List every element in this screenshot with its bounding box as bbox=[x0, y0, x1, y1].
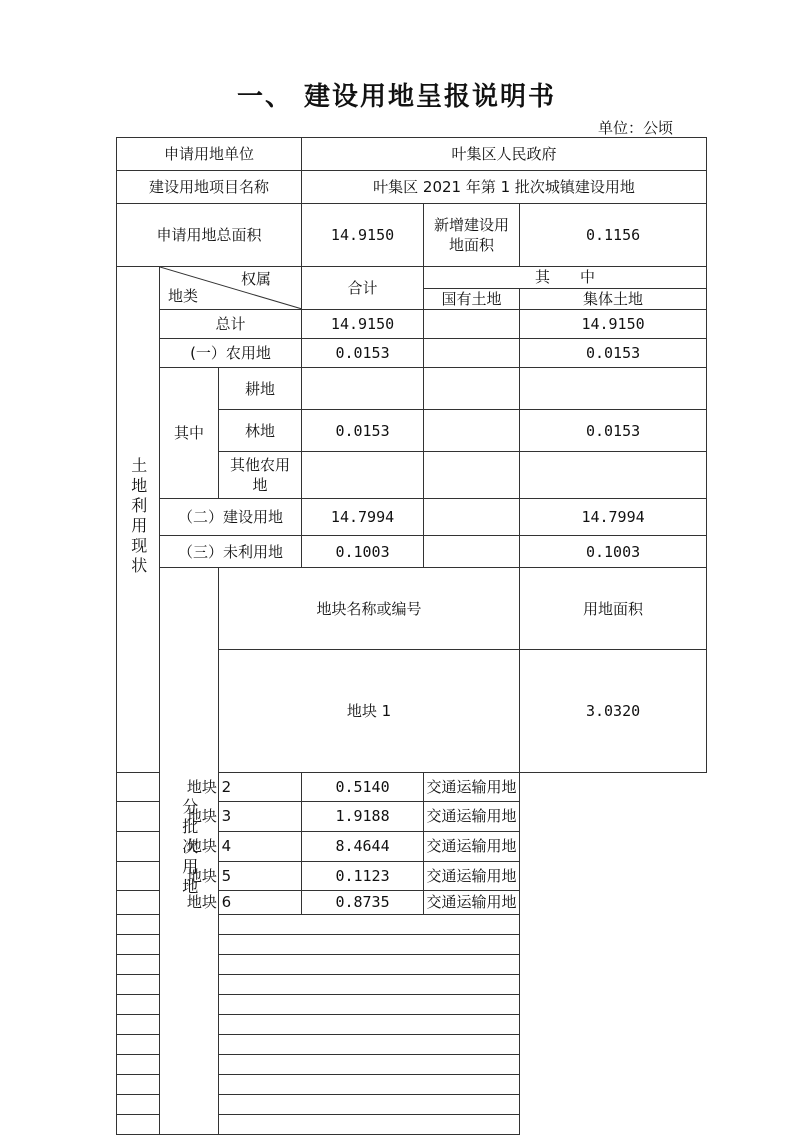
unused-sum: 0.1003 bbox=[302, 536, 424, 568]
state-land-header: 国有土地 bbox=[424, 289, 520, 310]
new-area-value: 0.1156 bbox=[520, 204, 707, 267]
plot-area: 0.1123 bbox=[302, 861, 424, 890]
arable-state bbox=[424, 368, 520, 410]
empty-cell bbox=[117, 1054, 520, 1074]
other-agri-collective bbox=[520, 452, 707, 499]
total-area-label: 申请用地总面积 bbox=[117, 204, 302, 267]
applicant-label: 申请用地单位 bbox=[117, 138, 302, 171]
empty-cell bbox=[117, 954, 520, 974]
other-agri-sum bbox=[302, 452, 424, 499]
forest-sum: 0.0153 bbox=[302, 410, 424, 452]
plot-use: 交通运输用地 bbox=[424, 801, 520, 831]
plot-name: 地块 2 bbox=[117, 772, 302, 801]
empty-cell bbox=[117, 914, 520, 934]
empty-cell bbox=[117, 994, 520, 1014]
total-area-value: 14.9150 bbox=[302, 204, 424, 267]
agri-label: (一）农用地 bbox=[160, 339, 302, 368]
empty-row bbox=[117, 1034, 707, 1054]
total-sum: 14.9150 bbox=[302, 310, 424, 339]
document-title: 一、 建设用地呈报说明书 bbox=[236, 82, 557, 112]
category-header: 地类 bbox=[168, 287, 199, 305]
status-row-construction bbox=[117, 499, 707, 536]
empty-cell bbox=[117, 934, 520, 954]
batch-side-text: 分批次用地 bbox=[179, 798, 199, 899]
collective-land-header: 集体土地 bbox=[520, 289, 707, 310]
sum-header: 合计 bbox=[302, 267, 424, 310]
land-report-table bbox=[116, 137, 707, 1135]
empty-row bbox=[117, 914, 707, 934]
empty-row bbox=[117, 974, 707, 994]
plot-area: 8.4644 bbox=[302, 831, 424, 861]
table-row bbox=[117, 831, 707, 861]
rights-header: 权属 bbox=[241, 270, 272, 288]
project-value: 叶集区 2021 年第 1 批次城镇建设用地 bbox=[302, 171, 707, 204]
total-state bbox=[424, 310, 520, 339]
forest-collective: 0.0153 bbox=[520, 410, 707, 452]
empty-row bbox=[117, 1094, 707, 1114]
rights-category-header bbox=[160, 267, 302, 310]
empty-cell bbox=[117, 1074, 520, 1094]
construction-state bbox=[424, 499, 520, 536]
unused-collective: 0.1003 bbox=[520, 536, 707, 568]
plot-use: 交通运输用地 bbox=[424, 861, 520, 890]
empty-cell bbox=[117, 974, 520, 994]
empty-row bbox=[117, 1014, 707, 1034]
empty-cell bbox=[117, 1034, 520, 1054]
construction-label: （二）建设用地 bbox=[160, 499, 302, 536]
total-collective: 14.9150 bbox=[520, 310, 707, 339]
forest-state bbox=[424, 410, 520, 452]
empty-row bbox=[117, 1054, 707, 1074]
total-area-row bbox=[117, 204, 707, 267]
applicant-row bbox=[117, 138, 707, 171]
plot-area-header: 用地面积 bbox=[520, 568, 707, 650]
batch-header-row bbox=[117, 568, 707, 650]
status-row-arable bbox=[117, 368, 707, 410]
plot-area: 0.5140 bbox=[302, 772, 424, 801]
unit-label: 单位：公顷 bbox=[598, 119, 674, 137]
arable-sum bbox=[302, 368, 424, 410]
applicant-value: 叶集区人民政府 bbox=[302, 138, 707, 171]
empty-row bbox=[117, 934, 707, 954]
unused-label: （三）未利用地 bbox=[160, 536, 302, 568]
forest-label: 林地 bbox=[219, 410, 302, 452]
project-row bbox=[117, 171, 707, 204]
plot-name-header: 地块名称或编号 bbox=[219, 568, 520, 650]
plot-area: 1.9188 bbox=[302, 801, 424, 831]
empty-row bbox=[117, 1074, 707, 1094]
plot-name: 地块 3 bbox=[117, 801, 302, 831]
empty-cell bbox=[117, 1114, 520, 1134]
construction-sum: 14.7994 bbox=[302, 499, 424, 536]
among-label: 其中 bbox=[160, 368, 219, 499]
plot-name: 地块 4 bbox=[117, 831, 302, 861]
of-which-header: 其 中 bbox=[424, 267, 707, 289]
table-row bbox=[117, 772, 707, 801]
empty-cell bbox=[117, 1094, 520, 1114]
agri-state bbox=[424, 339, 520, 368]
empty-cell bbox=[117, 1014, 520, 1034]
arable-collective bbox=[520, 368, 707, 410]
status-header-row bbox=[117, 267, 707, 289]
status-side-label bbox=[117, 267, 160, 773]
construction-collective: 14.7994 bbox=[520, 499, 707, 536]
plot-use: 交通运输用地 bbox=[424, 831, 520, 861]
status-side-text: 土地利用现状 bbox=[128, 456, 148, 577]
plot-area: 0.8735 bbox=[302, 890, 424, 914]
empty-row bbox=[117, 954, 707, 974]
project-label: 建设用地项目名称 bbox=[117, 171, 302, 204]
unused-state bbox=[424, 536, 520, 568]
empty-row bbox=[117, 1114, 707, 1134]
table-row bbox=[117, 801, 707, 831]
plot-use: 交通运输用地 bbox=[424, 772, 520, 801]
plot-name: 地块 6 bbox=[117, 890, 302, 914]
new-area-label: 新增建设用地面积 bbox=[424, 204, 520, 267]
table-row bbox=[117, 861, 707, 890]
total-label: 总计 bbox=[160, 310, 302, 339]
plot-name: 地块 5 bbox=[117, 861, 302, 890]
agri-sum: 0.0153 bbox=[302, 339, 424, 368]
agri-collective: 0.0153 bbox=[520, 339, 707, 368]
status-row-unused bbox=[117, 536, 707, 568]
plot-area: 3.0320 bbox=[520, 650, 707, 773]
plot-name: 地块 1 bbox=[219, 650, 520, 773]
table-row bbox=[117, 890, 707, 914]
status-row-agri bbox=[117, 339, 707, 368]
plot-use: 交通运输用地 bbox=[424, 890, 520, 914]
empty-row bbox=[117, 994, 707, 1014]
status-row-total bbox=[117, 310, 707, 339]
arable-label: 耕地 bbox=[219, 368, 302, 410]
other-agri-state bbox=[424, 452, 520, 499]
other-agri-label: 其他农用地 bbox=[219, 452, 302, 499]
